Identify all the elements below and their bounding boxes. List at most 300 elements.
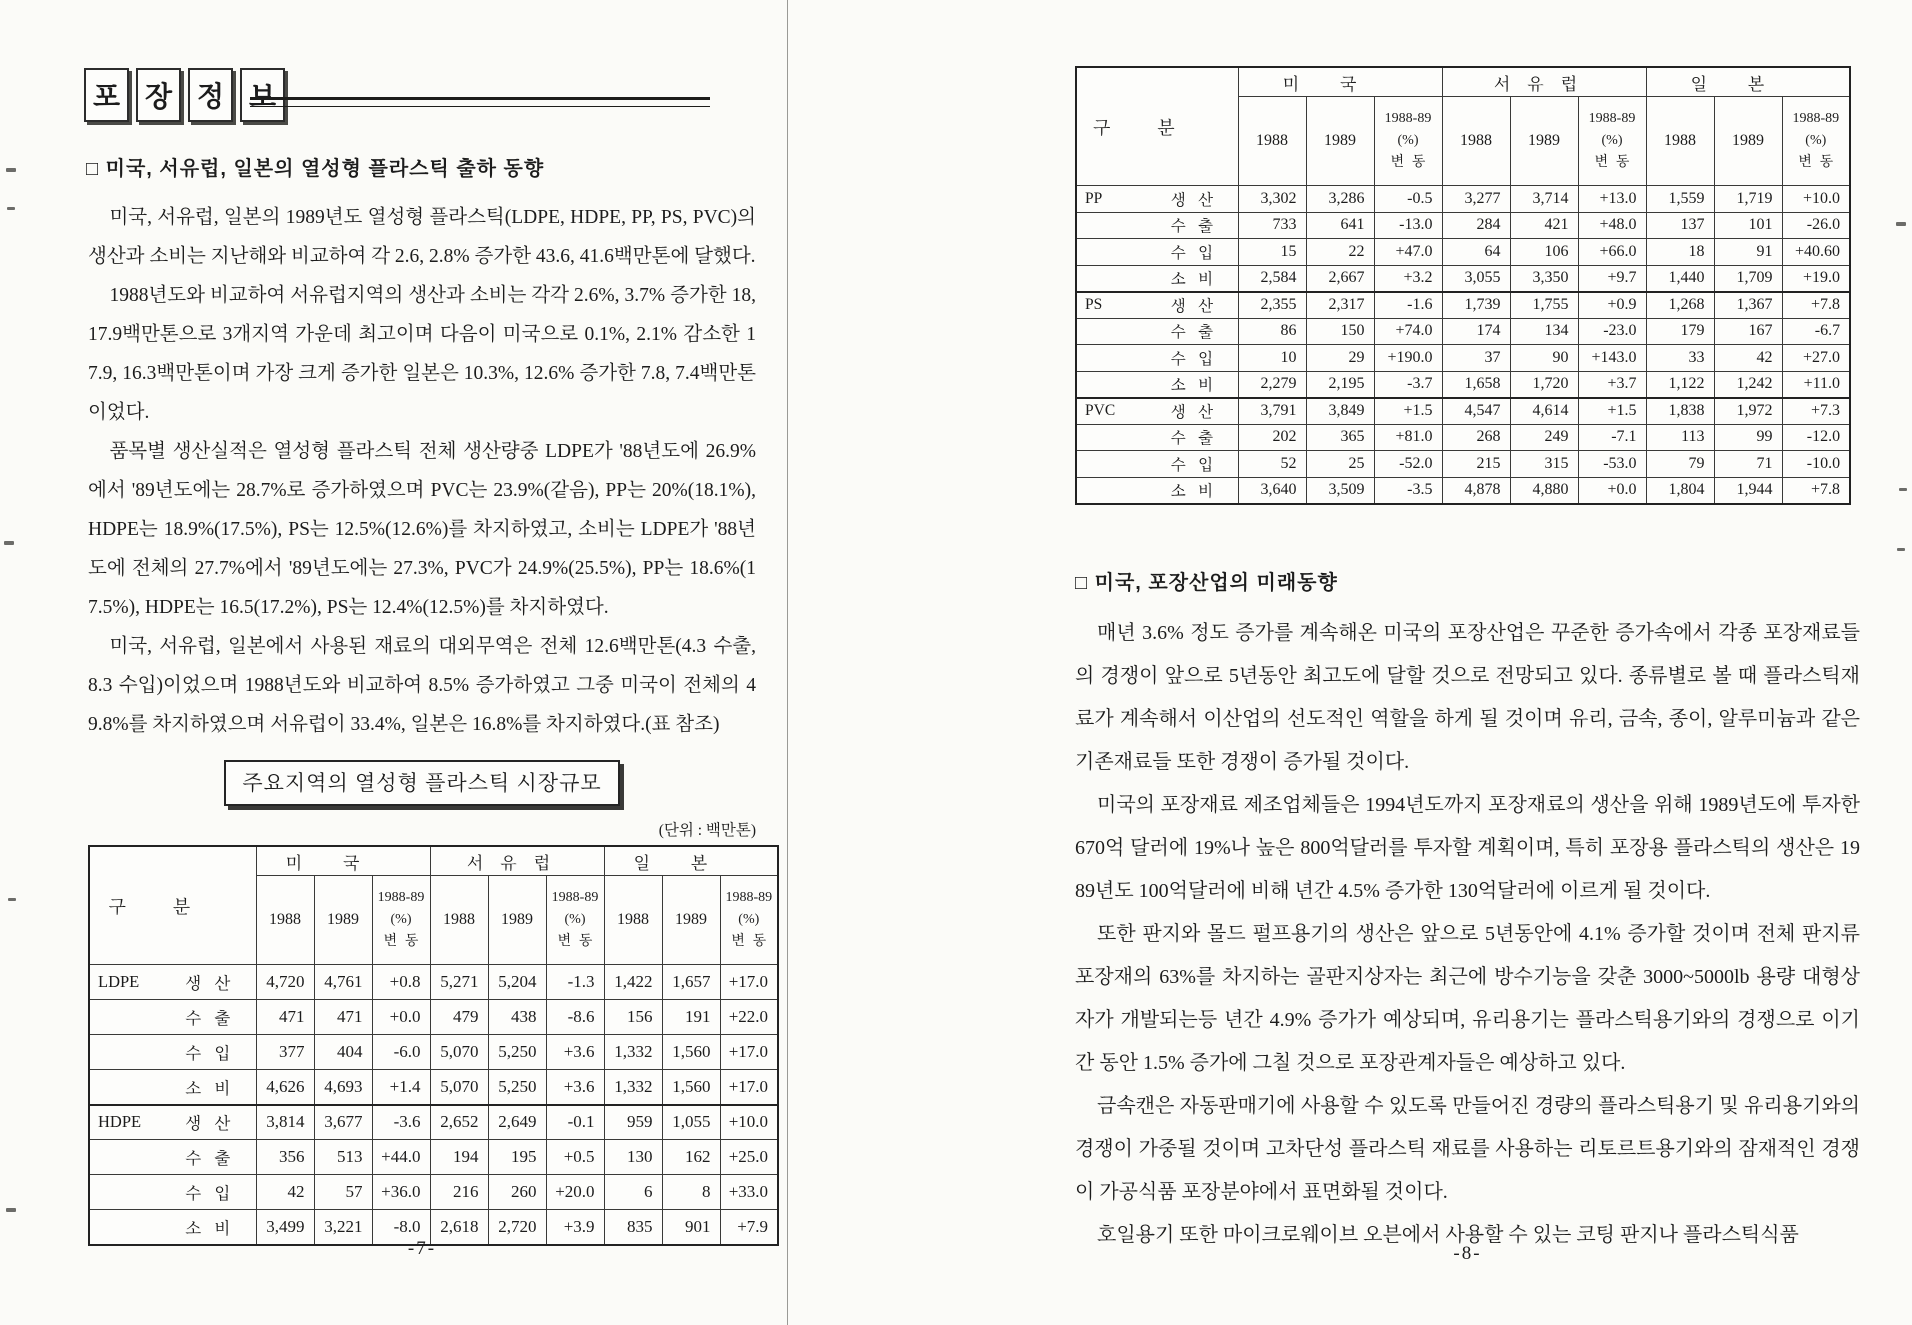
value-cell: 4,614	[1510, 398, 1578, 425]
value-cell: 284	[1442, 212, 1510, 239]
value-cell: +7.8	[1782, 292, 1850, 319]
table-row	[1076, 398, 1850, 425]
value-cell: -1.6	[1374, 292, 1442, 319]
change-header	[1374, 97, 1442, 186]
value-cell: +1.5	[1374, 398, 1442, 425]
value-cell: 471	[256, 1000, 314, 1035]
value-cell: 113	[1646, 424, 1714, 451]
value-cell: 1,719	[1714, 186, 1782, 213]
value-cell: 1,440	[1646, 265, 1714, 292]
masthead-double-rule	[250, 97, 710, 107]
table-row	[89, 965, 778, 1000]
value-cell: 18	[1646, 239, 1714, 266]
value-cell: 3,055	[1442, 265, 1510, 292]
value-cell: 3,791	[1238, 398, 1306, 425]
scan-artifact	[8, 898, 16, 901]
paragraph: 또한 판지와 몰드 펄프용기의 생산은 앞으로 5년동안에 4.1% 증가할 것이며 전체 판지류 포장재의 63%를 차지하는 골판지상자는 최근에 방수기능을 갖춘 3000~5000lb 용량 대형상자가 개발되는등 년간 4.9% 증가가 예상되며, 유리용기는 플라스틱용기와의 경쟁으로 이기간 동안 1.5% 증가에 그칠 것으로 포장관계자들은 예상하고 있다.	[1075, 923, 1860, 1074]
value-cell: -13.0	[1374, 212, 1442, 239]
metric-name: 수입	[185, 1184, 244, 1203]
value-cell: 2,618	[430, 1210, 488, 1245]
change-header-line: 변동	[557, 933, 601, 949]
value-cell: 174	[1442, 318, 1510, 345]
table-row	[1076, 292, 1850, 319]
paragraph: 호일용기 또한 마이크로웨이브 오븐에서 사용할 수 있는 코팅 판지나 플라스틱식품	[1097, 1224, 1799, 1246]
metric-name: 생산	[1170, 191, 1226, 209]
value-cell: 315	[1510, 451, 1578, 478]
change-header-line: 변동	[383, 933, 427, 949]
value-cell: -0.5	[1374, 186, 1442, 213]
table-row	[1076, 477, 1850, 504]
row-label-cell	[1076, 239, 1238, 266]
value-cell: 2,279	[1238, 371, 1306, 398]
value-cell: 2,720	[488, 1210, 546, 1245]
value-cell: 733	[1238, 212, 1306, 239]
change-header-line: (%)	[1805, 133, 1827, 149]
material-name: PS	[1085, 296, 1103, 313]
change-header-line: (%)	[564, 912, 586, 928]
value-cell: 2,584	[1238, 265, 1306, 292]
year-header: 1989	[662, 876, 720, 965]
value-cell: 91	[1714, 239, 1782, 266]
row-label-cell	[1076, 292, 1238, 319]
table-row	[1076, 186, 1850, 213]
value-cell: 1,367	[1714, 292, 1782, 319]
value-cell: 3,221	[314, 1210, 372, 1245]
section-title-left: □ 미국, 서유럽, 일본의 열성형 플라스틱 출하 동향	[86, 158, 545, 180]
metric-name: 수출	[185, 1009, 244, 1028]
change-header	[1578, 97, 1646, 186]
paragraph: 품목별 생산실적은 열성형 플라스틱 전체 생산량중 LDPE가 '88년도에 26.9%에서 '89년도에는 28.7%로 증가하였으며 PVC는 23.9%(같음), PP는 20%(18.1%), HDPE는 18.9%(17.5%), PS는 12.5%(12.6%)를 차지하였고, 소비는 LDPE가 '88년도에 전체의 27.7%에서 '89년도에는 27.3%, PVC가 24.9%(25.5%), PP는 18.6%(17.5%), HDPE는 16.5(17.2%), PS는 12.4%(12.5%)를 차지하였다.	[88, 441, 756, 618]
value-cell: +3.2	[1374, 265, 1442, 292]
region-header-japan: 일본	[1646, 67, 1850, 97]
value-cell: +81.0	[1374, 424, 1442, 451]
value-cell: 3,849	[1306, 398, 1374, 425]
table-row	[89, 1035, 778, 1070]
market-size-table-ldpe-hdpe	[88, 845, 779, 1246]
value-cell: -6.0	[372, 1035, 430, 1070]
metric-name: 소비	[1170, 271, 1226, 288]
year-header: 1989	[488, 876, 546, 965]
value-cell: 3,714	[1510, 186, 1578, 213]
value-cell: 835	[604, 1210, 662, 1245]
value-cell: 71	[1714, 451, 1782, 478]
change-header	[372, 876, 430, 965]
value-cell: +1.4	[372, 1070, 430, 1105]
value-cell: 8	[662, 1175, 720, 1210]
value-cell: 134	[1510, 318, 1578, 345]
value-cell: 404	[314, 1035, 372, 1070]
market-size-table-pp-ps-pvc	[1075, 66, 1851, 505]
year-header: 1989	[314, 876, 372, 965]
value-cell: 195	[488, 1140, 546, 1175]
scan-artifact	[6, 168, 16, 172]
value-cell: 167	[1714, 318, 1782, 345]
row-label-cell	[1076, 477, 1238, 504]
value-cell: 1,332	[604, 1035, 662, 1070]
material-name: LDPE	[98, 972, 140, 991]
value-cell: 6	[604, 1175, 662, 1210]
value-cell: +3.9	[546, 1210, 604, 1245]
table-row	[1076, 451, 1850, 478]
change-header	[1782, 97, 1850, 186]
value-cell: 1,422	[604, 965, 662, 1000]
value-cell: +44.0	[372, 1140, 430, 1175]
value-cell: 3,499	[256, 1210, 314, 1245]
paragraph: 1988년도와 비교하여 서유럽지역의 생산과 소비는 각각 2.6%, 3.7% 증가한 18, 17.9백만톤으로 3개지역 가운데 최고이며 다음이 미국으로 0.1%, 2.1% 감소한 17.9, 16.3백만톤이며 가장 크게 증가한 일본은 10.3%, 12.6% 증가한 7.8, 7.4백만톤이었다.	[88, 285, 756, 423]
metric-name: 생산	[185, 974, 244, 993]
value-cell: 1,559	[1646, 186, 1714, 213]
value-cell: +36.0	[372, 1175, 430, 1210]
page-number-7: -7-	[407, 1238, 437, 1259]
value-cell: +66.0	[1578, 239, 1646, 266]
value-cell: +17.0	[720, 1035, 778, 1070]
table-row	[1076, 212, 1850, 239]
year-header: 1988	[1646, 97, 1714, 186]
year-header: 1989	[1510, 97, 1578, 186]
value-cell: 106	[1510, 239, 1578, 266]
value-cell: 1,739	[1442, 292, 1510, 319]
value-cell: 3,302	[1238, 186, 1306, 213]
value-cell: 4,761	[314, 965, 372, 1000]
row-label-cell	[89, 1035, 256, 1070]
value-cell: 1,972	[1714, 398, 1782, 425]
change-header	[720, 876, 778, 965]
metric-name: 수입	[1170, 244, 1226, 262]
row-label-cell	[1076, 318, 1238, 345]
unit-note: (단위 : 백만톤)	[658, 822, 756, 839]
change-header-line: 1988-89	[1384, 111, 1432, 127]
value-cell: -52.0	[1374, 451, 1442, 478]
value-cell: +0.8	[372, 965, 430, 1000]
row-label-cell	[89, 1105, 256, 1140]
value-cell: 1,560	[662, 1070, 720, 1105]
value-cell: 1,242	[1714, 371, 1782, 398]
paragraph: 매년 3.6% 정도 증가를 계속해온 미국의 포장산업은 꾸준한 증가속에서 각종 포장재료들의 경쟁이 앞으로 5년동안 최고도에 달할 것으로 전망되고 있다. 종류별로 볼 때 플라스틱재료가 계속해서 이산업의 선도적인 역할을 하게 될 것이며 유리, 금속, 종이, 알루미늄과 같은 기존재료들 또한 경쟁이 증가될 것이다.	[1075, 622, 1860, 773]
scan-artifact	[1899, 488, 1907, 491]
metric-name: 수출	[1170, 218, 1226, 236]
value-cell: 156	[604, 1000, 662, 1035]
row-label-cell	[1076, 451, 1238, 478]
metric-name: 수입	[1170, 350, 1226, 368]
logo-char-box: 정	[188, 68, 233, 122]
value-cell: 1,804	[1646, 477, 1714, 504]
metric-name: 생산	[1170, 298, 1226, 315]
value-cell: 3,509	[1306, 477, 1374, 504]
material-name: PVC	[1085, 402, 1116, 419]
masthead-logo	[84, 68, 285, 122]
value-cell: 2,355	[1238, 292, 1306, 319]
value-cell: +3.6	[546, 1035, 604, 1070]
value-cell: 5,070	[430, 1070, 488, 1105]
change-header-line: 변동	[731, 933, 774, 949]
value-cell: 1,560	[662, 1035, 720, 1070]
value-cell: 42	[1714, 345, 1782, 372]
value-cell: +33.0	[720, 1175, 778, 1210]
value-cell: 22	[1306, 239, 1374, 266]
year-header: 1988	[430, 876, 488, 965]
value-cell: 1,720	[1510, 371, 1578, 398]
value-cell: -23.0	[1578, 318, 1646, 345]
year-header: 1989	[1714, 97, 1782, 186]
value-cell: +27.0	[1782, 345, 1850, 372]
value-cell: -10.0	[1782, 451, 1850, 478]
value-cell: -12.0	[1782, 424, 1850, 451]
value-cell: 25	[1306, 451, 1374, 478]
value-cell: 79	[1646, 451, 1714, 478]
value-cell: +7.8	[1782, 477, 1850, 504]
value-cell: 5,070	[430, 1035, 488, 1070]
value-cell: -1.3	[546, 965, 604, 1000]
table-row	[1076, 239, 1850, 266]
table-row	[1076, 424, 1850, 451]
value-cell: +48.0	[1578, 212, 1646, 239]
scan-artifact	[6, 1208, 16, 1212]
table-row	[89, 1175, 778, 1210]
metric-name: 소비	[185, 1218, 244, 1238]
region-header-row	[89, 846, 778, 876]
year-header: 1988	[604, 876, 662, 965]
region-header-usa: 미국	[256, 846, 430, 876]
value-cell: 365	[1306, 424, 1374, 451]
value-cell: 29	[1306, 345, 1374, 372]
value-cell: 1,838	[1646, 398, 1714, 425]
value-cell: 1,122	[1646, 371, 1714, 398]
value-cell: 356	[256, 1140, 314, 1175]
scan-artifact	[1896, 222, 1906, 226]
value-cell: 641	[1306, 212, 1374, 239]
value-cell: 901	[662, 1210, 720, 1245]
value-cell: 4,878	[1442, 477, 1510, 504]
value-cell: 1,944	[1714, 477, 1782, 504]
value-cell: 5,250	[488, 1070, 546, 1105]
value-cell: 57	[314, 1175, 372, 1210]
row-label-cell	[89, 1070, 256, 1105]
value-cell: +74.0	[1374, 318, 1442, 345]
row-label-cell	[1076, 265, 1238, 292]
value-cell: 86	[1238, 318, 1306, 345]
value-cell: 268	[1442, 424, 1510, 451]
table-row	[1076, 318, 1850, 345]
value-cell: 2,649	[488, 1105, 546, 1140]
region-header-western-europe: 서유럽	[1442, 67, 1646, 97]
value-cell: -53.0	[1578, 451, 1646, 478]
value-cell: 42	[256, 1175, 314, 1210]
value-cell: 4,693	[314, 1070, 372, 1105]
value-cell: +17.0	[720, 965, 778, 1000]
value-cell: -8.6	[546, 1000, 604, 1035]
metric-name: 수출	[185, 1149, 244, 1168]
value-cell: +17.0	[720, 1070, 778, 1105]
table-row	[89, 1140, 778, 1175]
change-header-line: (%)	[1397, 133, 1419, 149]
year-header: 1989	[1306, 97, 1374, 186]
value-cell: -0.1	[546, 1105, 604, 1140]
value-cell: 471	[314, 1000, 372, 1035]
value-cell: +190.0	[1374, 345, 1442, 372]
value-cell: -3.5	[1374, 477, 1442, 504]
change-header-line: 1988-89	[725, 890, 773, 906]
value-cell: -26.0	[1782, 212, 1850, 239]
value-cell: 377	[256, 1035, 314, 1070]
value-cell: 64	[1442, 239, 1510, 266]
value-cell: 15	[1238, 239, 1306, 266]
value-cell: +143.0	[1578, 345, 1646, 372]
value-cell: +3.6	[546, 1070, 604, 1105]
table-row	[89, 1000, 778, 1035]
value-cell: +13.0	[1578, 186, 1646, 213]
value-cell: 194	[430, 1140, 488, 1175]
change-header-line: (%)	[1601, 133, 1623, 149]
change-header-line: 변동	[1798, 154, 1841, 170]
value-cell: 3,640	[1238, 477, 1306, 504]
value-cell: 249	[1510, 424, 1578, 451]
paragraph: 미국, 서유럽, 일본에서 사용된 재료의 대외무역은 전체 12.6백만톤(4.3 수출, 8.3 수입)이었으며 1988년도와 비교하여 8.5% 증가하였고 그중 미국이 전체의 49.8%를 차지하였으며 서유럽이 33.4%, 일본은 16.8%를 차지하였다.(표 참조)	[88, 636, 756, 735]
change-header-line: 변동	[1594, 154, 1638, 170]
logo-char-box: 포	[84, 68, 129, 122]
value-cell: 2,667	[1306, 265, 1374, 292]
value-cell: 5,204	[488, 965, 546, 1000]
value-cell: +0.0	[1578, 477, 1646, 504]
left-body-text	[88, 198, 756, 744]
value-cell: -6.7	[1782, 318, 1850, 345]
value-cell: 4,626	[256, 1070, 314, 1105]
value-cell: 2,652	[430, 1105, 488, 1140]
value-cell: +20.0	[546, 1175, 604, 1210]
value-cell: +7.3	[1782, 398, 1850, 425]
material-name: HDPE	[98, 1112, 142, 1132]
row-label-cell	[1076, 371, 1238, 398]
paragraph: 금속캔은 자동판매기에 사용할 수 있도록 만들어진 경량의 플라스틱용기 및 유리용기와의 경쟁이 가중될 것이며 고차단성 플라스틱 재료를 사용하는 리토르트용기와의 잠재적인 경쟁이 가공식품 포장분야에서 표면화될 것이다.	[1075, 1095, 1860, 1203]
value-cell: 5,271	[430, 965, 488, 1000]
value-cell: +19.0	[1782, 265, 1850, 292]
table-title-box: 주요지역의 열성형 플라스틱 시장규모	[224, 760, 619, 806]
value-cell: 3,277	[1442, 186, 1510, 213]
paragraph: 미국의 포장재료 제조업체들은 1994년도까지 포장재료의 생산을 위해 1989년도에 투자한 670억 달러에 19%나 높은 800억달러를 투자할 계획이며, 특히 포장용 플라스틱의 생산은 1989년도 100억달러에 비해 년간 4.5% 증가한 130억달러에 이르게 될 것이다.	[1075, 794, 1860, 902]
value-cell: 3,677	[314, 1105, 372, 1140]
value-cell: 421	[1510, 212, 1578, 239]
logo-char-box: 보	[240, 68, 285, 122]
row-label-cell	[89, 1140, 256, 1175]
page-8	[788, 0, 1912, 1325]
change-header-line: (%)	[738, 912, 760, 928]
value-cell: 2,317	[1306, 292, 1374, 319]
row-label-cell	[89, 965, 256, 1000]
value-cell: 4,547	[1442, 398, 1510, 425]
value-cell: 99	[1714, 424, 1782, 451]
metric-name: 수입	[185, 1044, 244, 1063]
value-cell: 4,720	[256, 965, 314, 1000]
value-cell: 137	[1646, 212, 1714, 239]
value-cell: 438	[488, 1000, 546, 1035]
value-cell: -8.0	[372, 1210, 430, 1245]
value-cell: 1,755	[1510, 292, 1578, 319]
value-cell: -3.6	[372, 1105, 430, 1140]
region-header-western-europe: 서유럽	[430, 846, 604, 876]
metric-name: 수입	[1170, 456, 1226, 474]
change-header-line: 1988-89	[551, 890, 599, 906]
row-label-cell	[1076, 398, 1238, 425]
value-cell: 1,709	[1714, 265, 1782, 292]
value-cell: 191	[662, 1000, 720, 1035]
value-cell: 2,195	[1306, 371, 1374, 398]
metric-name: 생산	[1170, 404, 1226, 421]
value-cell: +40.60	[1782, 239, 1850, 266]
value-cell: +7.9	[720, 1210, 778, 1245]
year-header: 1988	[256, 876, 314, 965]
metric-name: 생산	[185, 1114, 244, 1134]
metric-name: 수출	[1170, 430, 1226, 448]
value-cell: 101	[1714, 212, 1782, 239]
table-row	[89, 1070, 778, 1105]
value-cell: 52	[1238, 451, 1306, 478]
change-header-line: (%)	[390, 912, 412, 928]
change-header	[546, 876, 604, 965]
scan-artifact	[4, 541, 14, 545]
value-cell: 3,350	[1510, 265, 1578, 292]
right-body-text	[1075, 612, 1860, 1257]
region-header-row	[1076, 67, 1850, 97]
value-cell: +25.0	[720, 1140, 778, 1175]
table-row	[1076, 265, 1850, 292]
value-cell: +0.5	[546, 1140, 604, 1175]
value-cell: 37	[1442, 345, 1510, 372]
row-label-cell	[1076, 424, 1238, 451]
category-header: 구분	[1076, 67, 1238, 186]
value-cell: 179	[1646, 318, 1714, 345]
value-cell: 1,332	[604, 1070, 662, 1105]
change-header-line: 1988-89	[377, 890, 425, 906]
value-cell: +10.0	[720, 1105, 778, 1140]
category-header: 구분	[89, 846, 256, 965]
table-title-wrap	[88, 760, 756, 806]
value-cell: 215	[1442, 451, 1510, 478]
row-label-cell	[89, 1000, 256, 1035]
metric-name: 소비	[1170, 483, 1226, 500]
table-row	[1076, 345, 1850, 372]
value-cell: +10.0	[1782, 186, 1850, 213]
value-cell: +22.0	[720, 1000, 778, 1035]
value-cell: 33	[1646, 345, 1714, 372]
paragraph: 미국, 서유럽, 일본의 1989년도 열성형 플라스틱(LDPE, HDPE, PP, PS, PVC)의 생산과 소비는 지난해와 비교하여 각 2.6, 2.8% 증가한 43.6, 41.6백만톤에 달했다.	[88, 207, 756, 267]
page-number-8: -8-	[1453, 1243, 1482, 1264]
row-label-cell	[89, 1175, 256, 1210]
page-7	[0, 0, 787, 1325]
value-cell: 1,657	[662, 965, 720, 1000]
value-cell: 1,658	[1442, 371, 1510, 398]
year-header: 1988	[1442, 97, 1510, 186]
value-cell: +47.0	[1374, 239, 1442, 266]
logo-char-box: 장	[136, 68, 181, 122]
value-cell: +0.9	[1578, 292, 1646, 319]
value-cell: -3.7	[1374, 371, 1442, 398]
value-cell: -7.1	[1578, 424, 1646, 451]
scan-artifact	[1897, 548, 1905, 551]
row-label-cell	[1076, 212, 1238, 239]
value-cell: 216	[430, 1175, 488, 1210]
section-title-right: □ 미국, 포장산업의 미래동향	[1075, 572, 1338, 594]
value-cell: 260	[488, 1175, 546, 1210]
value-cell: +0.0	[372, 1000, 430, 1035]
value-cell: 5,250	[488, 1035, 546, 1070]
year-header: 1988	[1238, 97, 1306, 186]
material-name: PP	[1085, 189, 1103, 207]
value-cell: +11.0	[1782, 371, 1850, 398]
value-cell: +3.7	[1578, 371, 1646, 398]
value-cell: 1,268	[1646, 292, 1714, 319]
value-cell: 130	[604, 1140, 662, 1175]
metric-name: 소비	[1170, 377, 1226, 394]
value-cell: +9.7	[1578, 265, 1646, 292]
